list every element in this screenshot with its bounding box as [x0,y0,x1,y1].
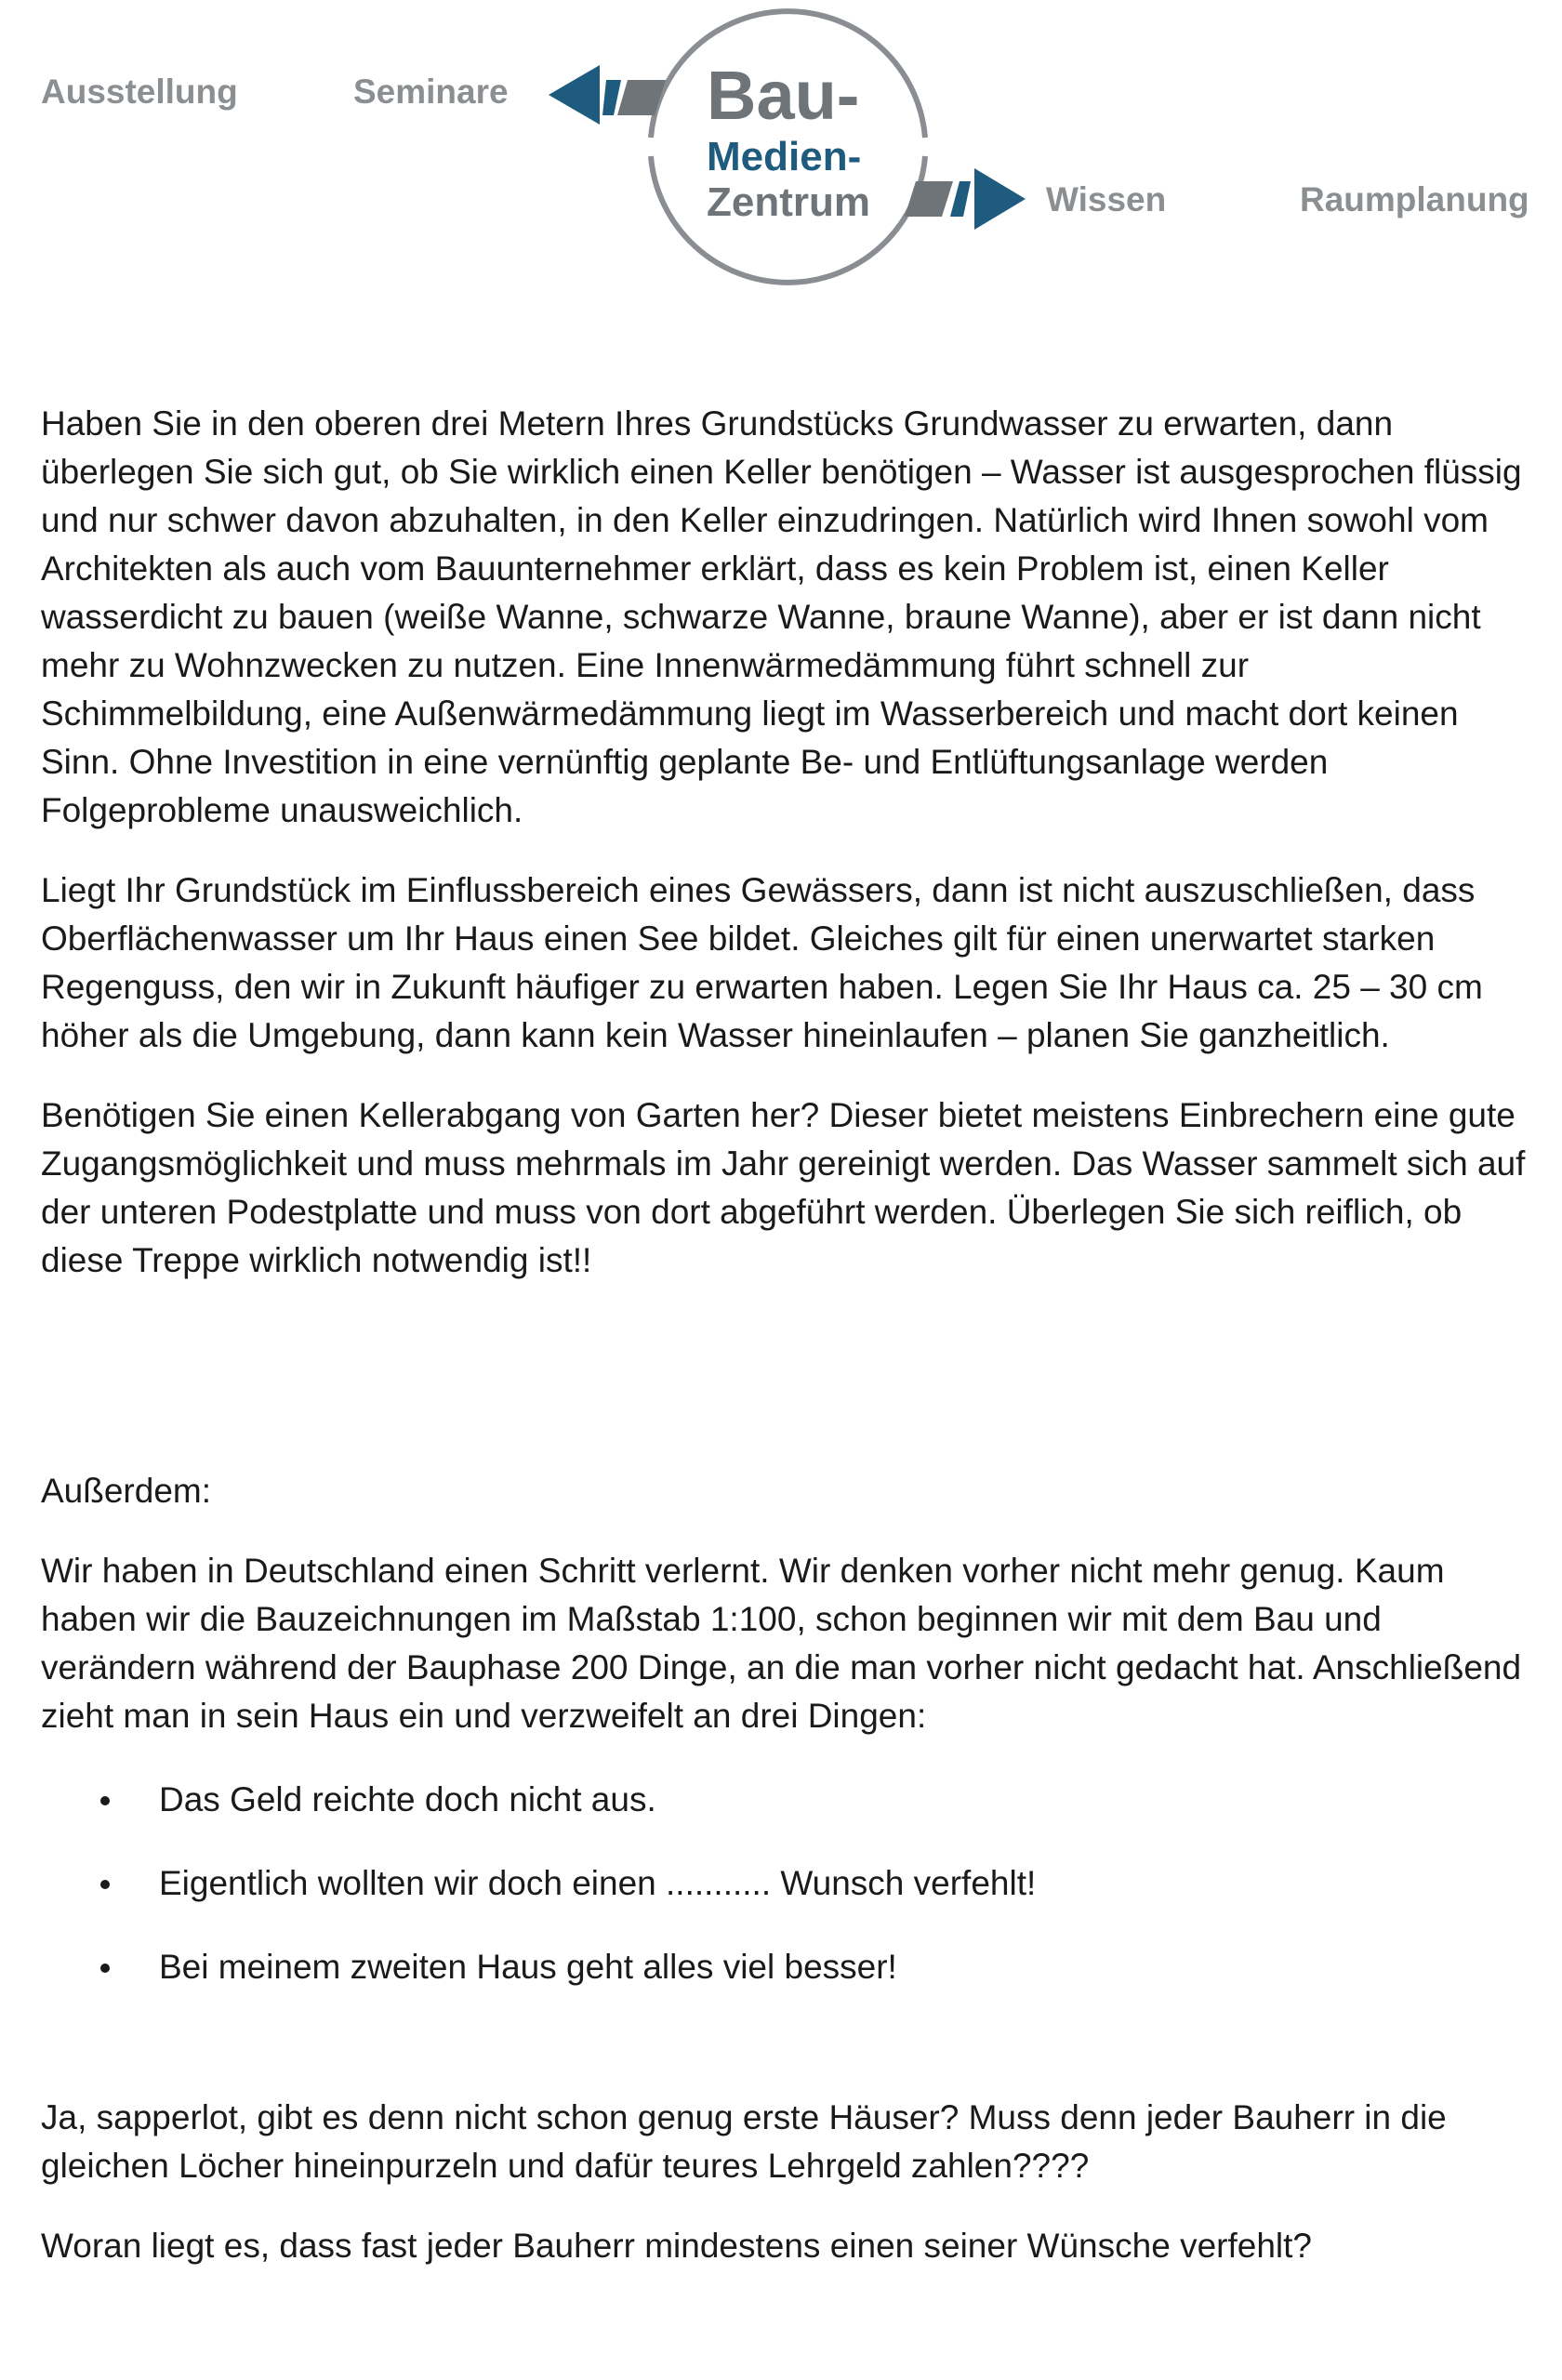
article-body [41,400,1529,2270]
bullet-list [41,1776,1529,1991]
bullet-icon [100,1964,110,1973]
nav-link-seminare[interactable]: Seminare [353,73,509,111]
list-item [41,1859,1529,1908]
bullet-icon [100,1880,110,1889]
paragraph-kellerabgang: Benötigen Sie einen Kellerabgang von Garten her? Dieser bietet meistens Einbrechern eine gute Zugangsmöglichkeit und muss mehrmals im Jahr gereinigt werden. Das Wasser sammelt sich auf der unteren Podestplatte und muss von dort abgeführt werden. Überlegen Sie sich reiflich, ob diese Treppe wirklich notwendig ist!! [41,1096,1526,1279]
list-item-text: Bei meinem zweiten Haus geht alles viel besser! [159,1948,897,1986]
bau-medien-zentrum-logo[interactable] [0,0,1562,298]
list-item [41,1776,1529,1824]
logo-left-arrow-icon [549,65,666,125]
list-item [41,1943,1529,1991]
site-header [0,0,1562,298]
bullet-icon [100,1796,110,1805]
paragraph-intro: Wir haben in Deutschland einen Schritt verlernt. Wir denken vorher nicht mehr genug. Kaum haben wir die Bauzeichnungen im Maßstab 1:100, schon beginnen wir mit dem Bau und verändern während der Bauphase 200 Dinge, an die man vorher nicht gedacht hat. Anschließend zieht man in sein Haus ein und verzweifelt an drei Dingen: [41,1552,1522,1735]
nav-link-wissen[interactable]: Wissen [1046,180,1167,218]
nav-link-raumplanung[interactable]: Raumplanung [1300,180,1529,218]
paragraph-grundwasser: Haben Sie in den oberen drei Metern Ihres Grundstücks Grundwasser zu erwarten, dann überlegen Sie sich gut, ob Sie wirklich einen Keller benötigen – Wasser ist ausgesprochen flüssig und nur schwer davon abzuhalten, in den Keller einzudringen. Natürlich wird Ihnen sowohl vom Architekten als auch vom Bauunternehmer erklärt, dass es kein Problem ist, einen Keller wasserdicht zu bauen (weiße Wanne, schwarze Wanne, braune Wanne), aber er ist dann nicht mehr zu Wohnzwecken zu nutzen. Eine Innenwärmedämmung führt schnell zur Schimmelbildung, eine Außenwärmedämmung liegt im Wasserbereich und macht dort keinen Sinn. Ohne Investition in eine vernünftig geplante Be- und Entlüftungsanlage werden Folgeprobleme unausweichlich. [41,404,1522,829]
paragraph-sapperlot: Ja, sapperlot, gibt es denn nicht schon genug erste Häuser? Muss denn jeder Bauherr in die gleichen Löcher hineinpurzeln und dafür teures Lehrgeld zahlen???? [41,2098,1447,2185]
logo-text-bau: Bau- [707,57,860,134]
logo-text-medien: Medien- [707,134,862,179]
list-item-text: Eigentlich wollten wir doch einen ........... Wunsch verfehlt! [159,1864,1037,1902]
heading-ausserdem: Außerdem: [41,1472,212,1510]
nav-link-ausstellung[interactable]: Ausstellung [41,73,238,111]
list-item-text: Das Geld reichte doch nicht aus. [159,1780,656,1818]
paragraph-oberflaechenwasser: Liegt Ihr Grundstück im Einflussbereich eines Gewässers, dann ist nicht auszuschließen, dass Oberflächenwasser um Ihr Haus einen See bildet. Gleiches gilt für einen unerwartet starken Regenguss, den wir in Zukunft häufiger zu erwarten haben. Legen Sie Ihr Haus ca. 25 – 30 cm höher als die Umgebung, dann kann kein Wasser hineinlaufen – planen Sie ganzheitlich. [41,871,1483,1054]
logo-text-zentrum: Zentrum [707,179,870,225]
paragraph-woran: Woran liegt es, dass fast jeder Bauherr mindestens einen seiner Wünsche verfehlt? [41,2227,1312,2265]
